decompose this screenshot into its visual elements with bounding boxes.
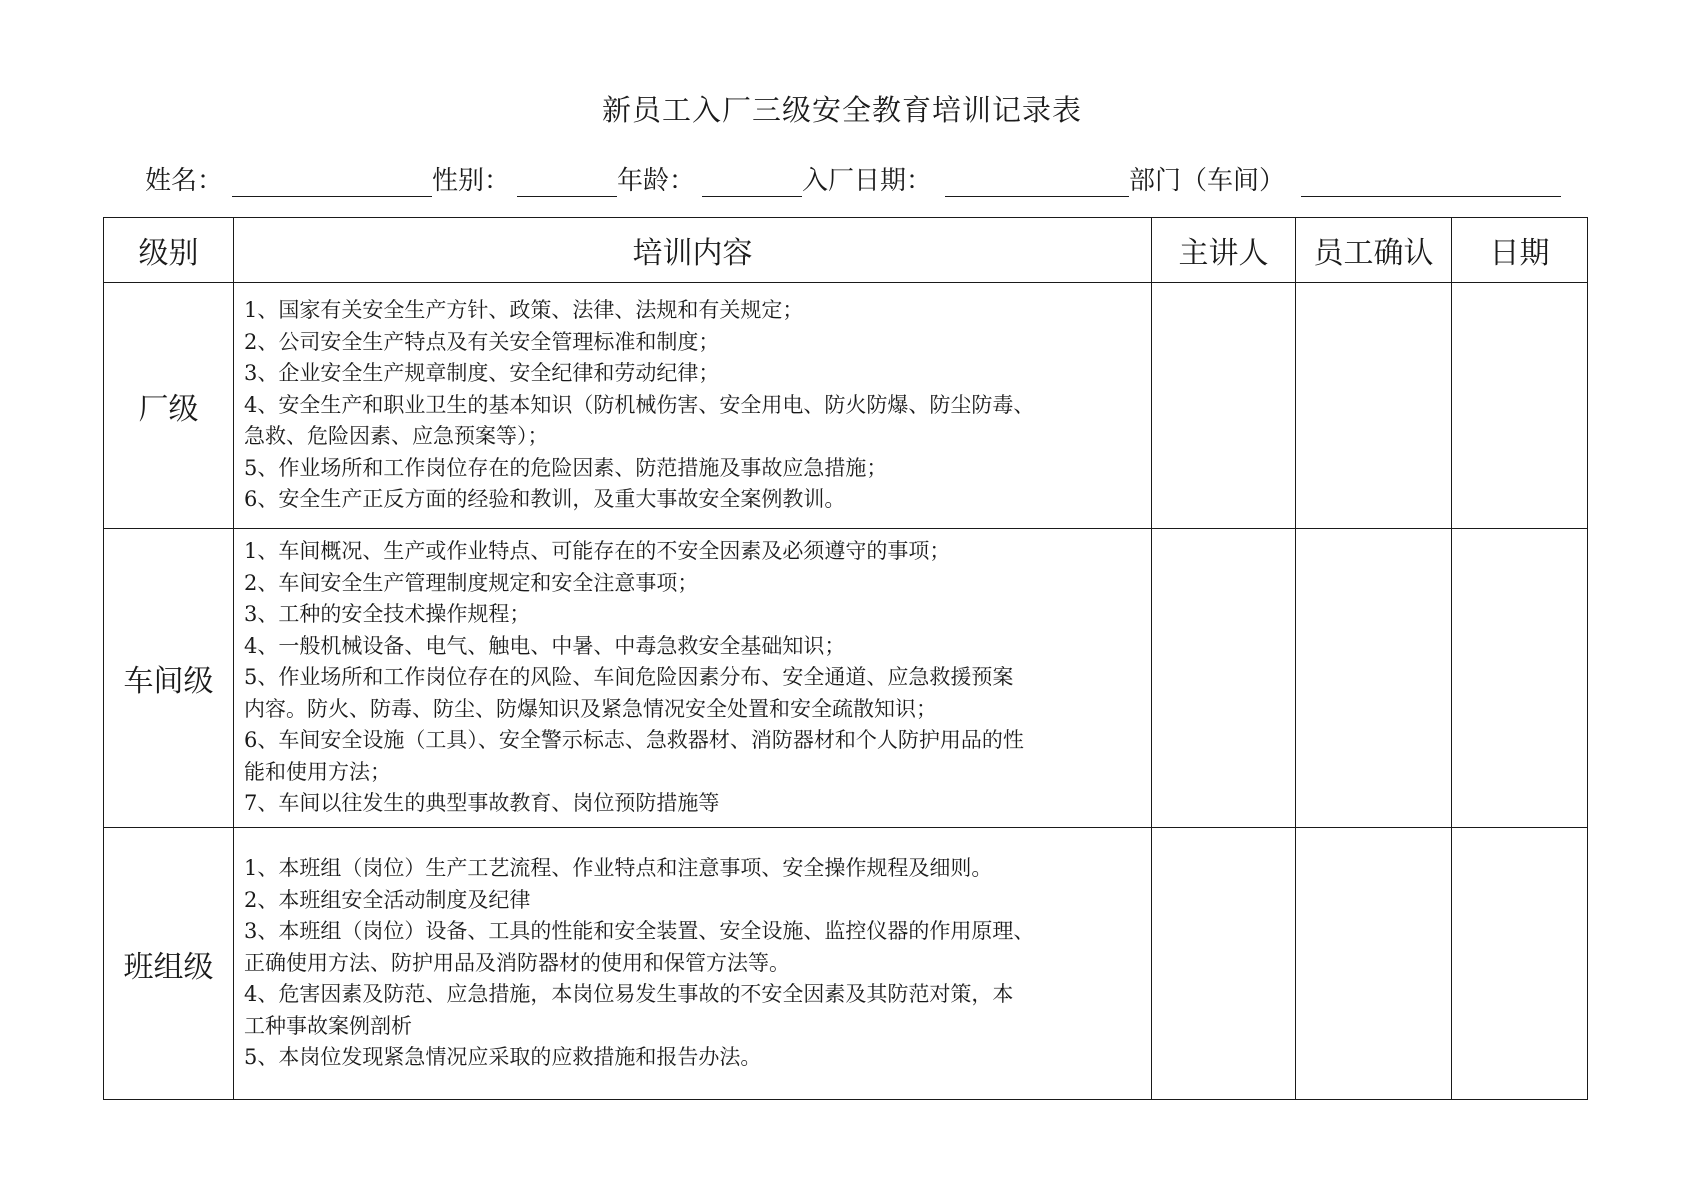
level-factory: 厂级 [104, 283, 234, 529]
content-team [234, 828, 1152, 1100]
confirm-cell-team[interactable] [1296, 828, 1452, 1100]
content-line: 5、本岗位发现紧急情况应采取的应救措施和报告办法。 [244, 1045, 762, 1070]
content-line: 2、车间安全生产管理制度规定和安全注意事项； [244, 570, 699, 595]
header-row [104, 218, 1588, 283]
content-line: 5、作业场所和工作岗位存在的危险因素、防范措施及事故应急措施； [244, 455, 888, 480]
personal-info-row [145, 160, 1565, 200]
entry-date-label: 入厂日期： [802, 166, 933, 196]
content-line: 7、车间以往发生的典型事故教育、岗位预防措施等 [244, 791, 720, 816]
content-line: 4、安全生产和职业卫生的基本知识（防机械伤害、安全用电、防火防爆、防尘防毒、 [244, 392, 1035, 417]
header-lecturer: 主讲人 [1152, 218, 1296, 283]
level-team: 班组级 [104, 828, 234, 1100]
content-line: 正确使用方法、防护用品及消防器材的使用和保管方法等。 [244, 950, 790, 975]
gender-label: 性别： [432, 166, 511, 196]
age-label: 年龄： [617, 166, 696, 196]
content-line: 能和使用方法； [244, 759, 391, 784]
table-row-team [104, 828, 1588, 1100]
age-field[interactable] [702, 196, 802, 197]
date-cell-workshop[interactable] [1452, 529, 1588, 828]
content-line: 6、车间安全设施（工具）、安全警示标志、急救器材、消防器材和个人防护用品的性 [244, 728, 1024, 753]
header-level: 级别 [104, 218, 234, 283]
content-line: 3、工种的安全技术操作规程； [244, 602, 531, 627]
name-label: 姓名： [145, 166, 224, 196]
content-workshop [234, 529, 1152, 828]
content-line: 1、车间概况、生产或作业特点、可能存在的不安全因素及必须遵守的事项； [244, 539, 951, 564]
gender-field[interactable] [517, 196, 617, 197]
content-line: 3、本班组（岗位）设备、工具的性能和安全装置、安全设施、监控仪器的作用原理、 [244, 919, 1035, 944]
content-line: 急救、危险因素、应急预案等）； [244, 424, 549, 449]
department-field[interactable] [1301, 196, 1561, 197]
level-workshop: 车间级 [104, 529, 234, 828]
training-record-table [103, 217, 1588, 1100]
date-cell-team[interactable] [1452, 828, 1588, 1100]
content-factory [234, 283, 1152, 529]
confirm-cell-factory[interactable] [1296, 283, 1452, 529]
content-line: 5、作业场所和工作岗位存在的风险、车间危险因素分布、安全通道、应急救援预案 [244, 665, 1014, 690]
content-line: 工种事故案例剖析 [244, 1013, 412, 1038]
content-line: 1、本班组（岗位）生产工艺流程、作业特点和注意事项、安全操作规程及细则。 [244, 856, 993, 881]
entry-date-field[interactable] [945, 196, 1129, 197]
header-date: 日期 [1452, 218, 1588, 283]
content-line: 4、危害因素及防范、应急措施，本岗位易发生事故的不安全因素及其防范对策，本 [244, 982, 1014, 1007]
page-title: 新员工入厂三级安全教育培训记录表 [601, 93, 1082, 127]
content-line: 4、一般机械设备、电气、触电、中暑、中毒急救安全基础知识； [244, 633, 846, 658]
header-content: 培训内容 [234, 218, 1152, 283]
content-line: 3、企业安全生产规章制度、安全纪律和劳动纪律； [244, 361, 720, 386]
content-line: 6、安全生产正反方面的经验和教训，及重大事故安全案例教训。 [244, 487, 846, 512]
lecturer-cell-workshop[interactable] [1152, 529, 1296, 828]
table-row-workshop [104, 529, 1588, 828]
content-line: 内容。防火、防毒、防尘、防爆知识及紧急情况安全处置和安全疏散知识； [244, 696, 937, 721]
content-line: 2、公司安全生产特点及有关安全管理标准和制度； [244, 329, 720, 354]
name-field[interactable] [232, 196, 432, 197]
date-cell-factory[interactable] [1452, 283, 1588, 529]
table-row-factory [104, 283, 1588, 529]
content-line: 1、国家有关安全生产方针、政策、法律、法规和有关规定； [244, 298, 804, 323]
confirm-cell-workshop[interactable] [1296, 529, 1452, 828]
header-confirm: 员工确认 [1296, 218, 1452, 283]
department-label: 部门（车间） [1129, 166, 1286, 196]
lecturer-cell-team[interactable] [1152, 828, 1296, 1100]
lecturer-cell-factory[interactable] [1152, 283, 1296, 529]
content-line: 2、本班组安全活动制度及纪律 [244, 887, 531, 912]
